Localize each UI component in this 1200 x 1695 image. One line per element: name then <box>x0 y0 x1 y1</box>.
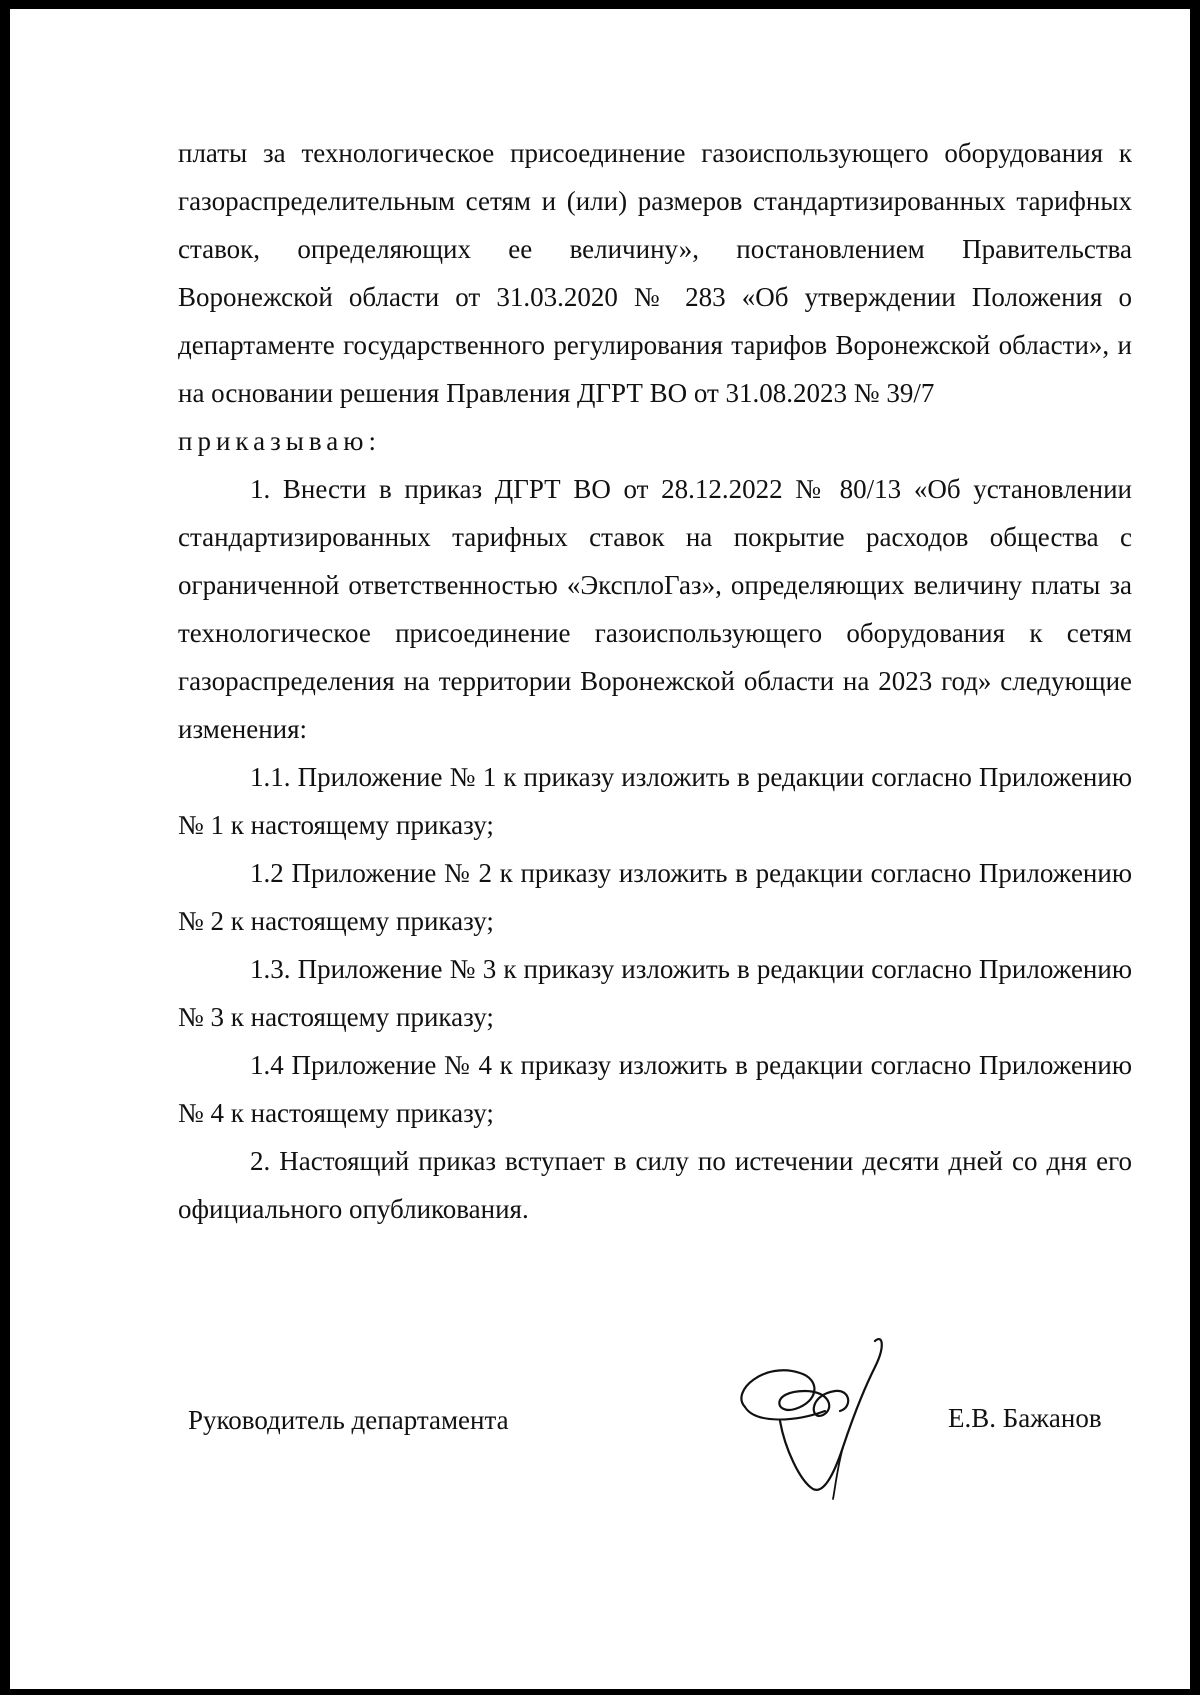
item-1-3-paragraph: 1.3. Приложение № 3 к приказу изложить в редакции согласно Приложению № 3 к настоящему приказу; <box>178 954 1132 1032</box>
signer-name: Е.В. Бажанов <box>948 1403 1102 1433</box>
preamble-paragraph: платы за технологическое присоединение газоиспользующего оборудования к газораспределительным сетям и (или) размеров стандартизированных тарифных ставок, определяющих ее величину», постановлением Правительства Воронежской области от 31.03.2020 № 283 «Об утверждении Положения о департаменте государственного регулирования тарифов Воронежской области», и на основании решения Правления ДГРТ ВО от 31.08.2023 № 39/7 <box>178 138 1132 408</box>
document-body <box>178 129 1132 1233</box>
item-1-4-paragraph: 1.4 Приложение № 4 к приказу изложить в редакции согласно Приложению № 4 к настоящему приказу; <box>178 1050 1132 1128</box>
document-page <box>10 9 1190 1689</box>
item-1-paragraph: 1. Внести в приказ ДГРТ ВО от 28.12.2022 № 80/13 «Об установлении стандартизированных тарифных ставок на покрытие расходов общества с ограниченной ответственностью «ЭксплоГаз», определяющих величину платы за технологическое присоединение газоиспользующего оборудования к сетям газораспределения на территории Воронежской области на 2023 год» следующие изменения: <box>178 474 1132 744</box>
item-1-1-paragraph: 1.1. Приложение № 1 к приказу изложить в редакции согласно Приложению № 1 к настоящему приказу; <box>178 762 1132 840</box>
order-word: приказываю: <box>178 426 381 456</box>
signer-position: Руководитель департамента <box>188 1405 509 1435</box>
item-1-2-paragraph: 1.2 Приложение № 2 к приказу изложить в редакции согласно Приложению № 2 к настоящему приказу; <box>178 858 1132 936</box>
item-2-paragraph: 2. Настоящий приказ вступает в силу по истечении десяти дней со дня его официального опубликования. <box>178 1146 1132 1224</box>
handwritten-signature-icon <box>725 1329 925 1529</box>
signature-block <box>10 1389 1190 1589</box>
